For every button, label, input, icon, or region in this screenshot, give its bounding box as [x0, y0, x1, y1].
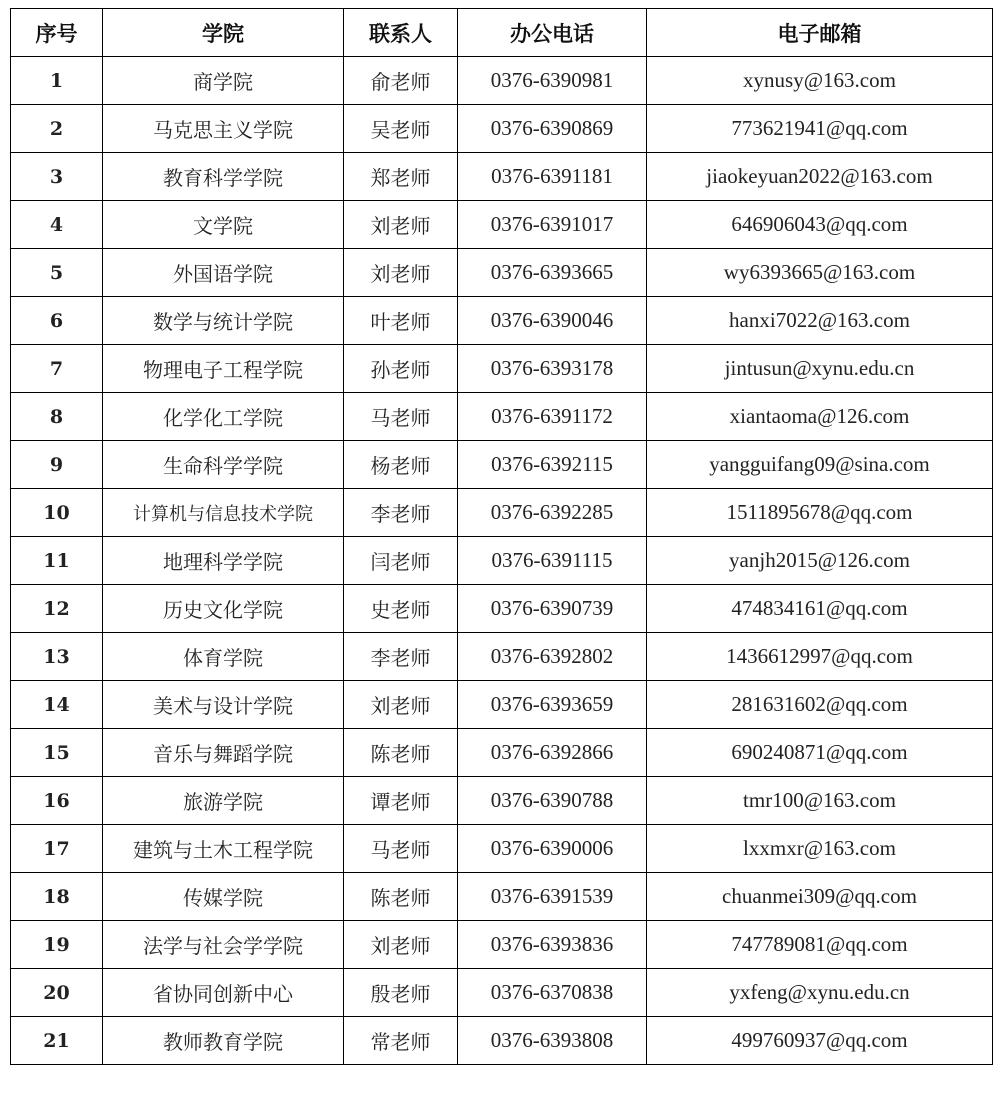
cell-seq: 10	[11, 489, 103, 537]
cell-email: 474834161@qq.com	[647, 585, 993, 633]
cell-college: 教师教育学院	[103, 1017, 344, 1065]
cell-contact: 杨老师	[344, 441, 458, 489]
table-row	[11, 441, 993, 489]
cell-college: 法学与社会学学院	[103, 921, 344, 969]
cell-phone: 0376-6390046	[458, 297, 647, 345]
cell-email: yxfeng@xynu.edu.cn	[647, 969, 993, 1017]
table-row	[11, 201, 993, 249]
cell-contact: 马老师	[344, 393, 458, 441]
cell-email: yangguifang09@sina.com	[647, 441, 993, 489]
cell-email: xynusy@163.com	[647, 57, 993, 105]
table-row	[11, 153, 993, 201]
cell-phone: 0376-6393808	[458, 1017, 647, 1065]
cell-seq: 2	[11, 105, 103, 153]
cell-seq: 15	[11, 729, 103, 777]
cell-phone: 0376-6390869	[458, 105, 647, 153]
cell-college: 外国语学院	[103, 249, 344, 297]
cell-phone: 0376-6391172	[458, 393, 647, 441]
cell-contact: 马老师	[344, 825, 458, 873]
cell-email: jintusun@xynu.edu.cn	[647, 345, 993, 393]
cell-phone: 0376-6370838	[458, 969, 647, 1017]
cell-email: hanxi7022@163.com	[647, 297, 993, 345]
cell-seq: 4	[11, 201, 103, 249]
cell-contact: 殷老师	[344, 969, 458, 1017]
table-body	[11, 57, 993, 1065]
cell-email: lxxmxr@163.com	[647, 825, 993, 873]
cell-email: 646906043@qq.com	[647, 201, 993, 249]
cell-college: 商学院	[103, 57, 344, 105]
table-row	[11, 105, 993, 153]
cell-phone: 0376-6393836	[458, 921, 647, 969]
cell-seq: 20	[11, 969, 103, 1017]
cell-contact: 叶老师	[344, 297, 458, 345]
cell-phone: 0376-6390981	[458, 57, 647, 105]
cell-email: 1511895678@qq.com	[647, 489, 993, 537]
cell-email: 690240871@qq.com	[647, 729, 993, 777]
cell-seq: 14	[11, 681, 103, 729]
cell-phone: 0376-6393178	[458, 345, 647, 393]
cell-email: 281631602@qq.com	[647, 681, 993, 729]
cell-college: 历史文化学院	[103, 585, 344, 633]
cell-seq: 12	[11, 585, 103, 633]
cell-seq: 11	[11, 537, 103, 585]
cell-contact: 孙老师	[344, 345, 458, 393]
cell-seq: 5	[11, 249, 103, 297]
cell-college: 文学院	[103, 201, 344, 249]
cell-college: 体育学院	[103, 633, 344, 681]
cell-phone: 0376-6393659	[458, 681, 647, 729]
cell-college: 生命科学学院	[103, 441, 344, 489]
cell-college: 计算机与信息技术学院	[103, 489, 344, 537]
college-contact-table	[10, 8, 993, 1065]
header-email: 电子邮箱	[647, 9, 993, 57]
cell-phone: 0376-6392285	[458, 489, 647, 537]
table-row	[11, 345, 993, 393]
cell-email: 773621941@qq.com	[647, 105, 993, 153]
table-row	[11, 921, 993, 969]
table-row	[11, 777, 993, 825]
cell-email: 747789081@qq.com	[647, 921, 993, 969]
cell-phone: 0376-6393665	[458, 249, 647, 297]
cell-college: 马克思主义学院	[103, 105, 344, 153]
cell-phone: 0376-6391539	[458, 873, 647, 921]
table-row	[11, 297, 993, 345]
cell-college: 音乐与舞蹈学院	[103, 729, 344, 777]
cell-phone: 0376-6392802	[458, 633, 647, 681]
cell-email: 1436612997@qq.com	[647, 633, 993, 681]
cell-phone: 0376-6391181	[458, 153, 647, 201]
cell-seq: 19	[11, 921, 103, 969]
cell-college: 数学与统计学院	[103, 297, 344, 345]
table-row	[11, 393, 993, 441]
cell-contact: 李老师	[344, 633, 458, 681]
header-phone: 办公电话	[458, 9, 647, 57]
cell-phone: 0376-6390739	[458, 585, 647, 633]
cell-contact: 郑老师	[344, 153, 458, 201]
cell-contact: 刘老师	[344, 681, 458, 729]
cell-contact: 李老师	[344, 489, 458, 537]
cell-phone: 0376-6390006	[458, 825, 647, 873]
cell-contact: 刘老师	[344, 201, 458, 249]
table-row	[11, 585, 993, 633]
cell-college: 省协同创新中心	[103, 969, 344, 1017]
cell-seq: 18	[11, 873, 103, 921]
cell-college: 物理电子工程学院	[103, 345, 344, 393]
table-row	[11, 489, 993, 537]
cell-email: yanjh2015@126.com	[647, 537, 993, 585]
table-row	[11, 681, 993, 729]
cell-email: jiaokeyuan2022@163.com	[647, 153, 993, 201]
cell-email: 499760937@qq.com	[647, 1017, 993, 1065]
table-row	[11, 537, 993, 585]
cell-contact: 陈老师	[344, 873, 458, 921]
table-row	[11, 729, 993, 777]
table-row	[11, 825, 993, 873]
cell-seq: 16	[11, 777, 103, 825]
cell-seq: 1	[11, 57, 103, 105]
table-row	[11, 249, 993, 297]
cell-contact: 刘老师	[344, 921, 458, 969]
cell-seq: 3	[11, 153, 103, 201]
cell-contact: 俞老师	[344, 57, 458, 105]
cell-seq: 6	[11, 297, 103, 345]
cell-seq: 7	[11, 345, 103, 393]
cell-college: 化学化工学院	[103, 393, 344, 441]
cell-seq: 13	[11, 633, 103, 681]
cell-seq: 21	[11, 1017, 103, 1065]
cell-email: wy6393665@163.com	[647, 249, 993, 297]
table-row	[11, 873, 993, 921]
cell-phone: 0376-6391017	[458, 201, 647, 249]
cell-contact: 陈老师	[344, 729, 458, 777]
header-seq: 序号	[11, 9, 103, 57]
cell-college: 建筑与土木工程学院	[103, 825, 344, 873]
cell-college: 美术与设计学院	[103, 681, 344, 729]
cell-college: 传媒学院	[103, 873, 344, 921]
table-row	[11, 633, 993, 681]
cell-seq: 9	[11, 441, 103, 489]
cell-phone: 0376-6392866	[458, 729, 647, 777]
cell-phone: 0376-6391115	[458, 537, 647, 585]
cell-email: xiantaoma@126.com	[647, 393, 993, 441]
header-row	[11, 9, 993, 57]
cell-college: 旅游学院	[103, 777, 344, 825]
cell-contact: 谭老师	[344, 777, 458, 825]
cell-contact: 史老师	[344, 585, 458, 633]
cell-seq: 8	[11, 393, 103, 441]
table-row	[11, 969, 993, 1017]
header-college: 学院	[103, 9, 344, 57]
header-contact: 联系人	[344, 9, 458, 57]
cell-contact: 常老师	[344, 1017, 458, 1065]
table-header	[11, 9, 993, 57]
cell-seq: 17	[11, 825, 103, 873]
cell-contact: 刘老师	[344, 249, 458, 297]
cell-phone: 0376-6390788	[458, 777, 647, 825]
cell-contact: 闫老师	[344, 537, 458, 585]
cell-college: 地理科学学院	[103, 537, 344, 585]
cell-email: chuanmei309@qq.com	[647, 873, 993, 921]
cell-phone: 0376-6392115	[458, 441, 647, 489]
cell-college: 教育科学学院	[103, 153, 344, 201]
table-row	[11, 1017, 993, 1065]
cell-contact: 吴老师	[344, 105, 458, 153]
cell-email: tmr100@163.com	[647, 777, 993, 825]
table-row	[11, 57, 993, 105]
